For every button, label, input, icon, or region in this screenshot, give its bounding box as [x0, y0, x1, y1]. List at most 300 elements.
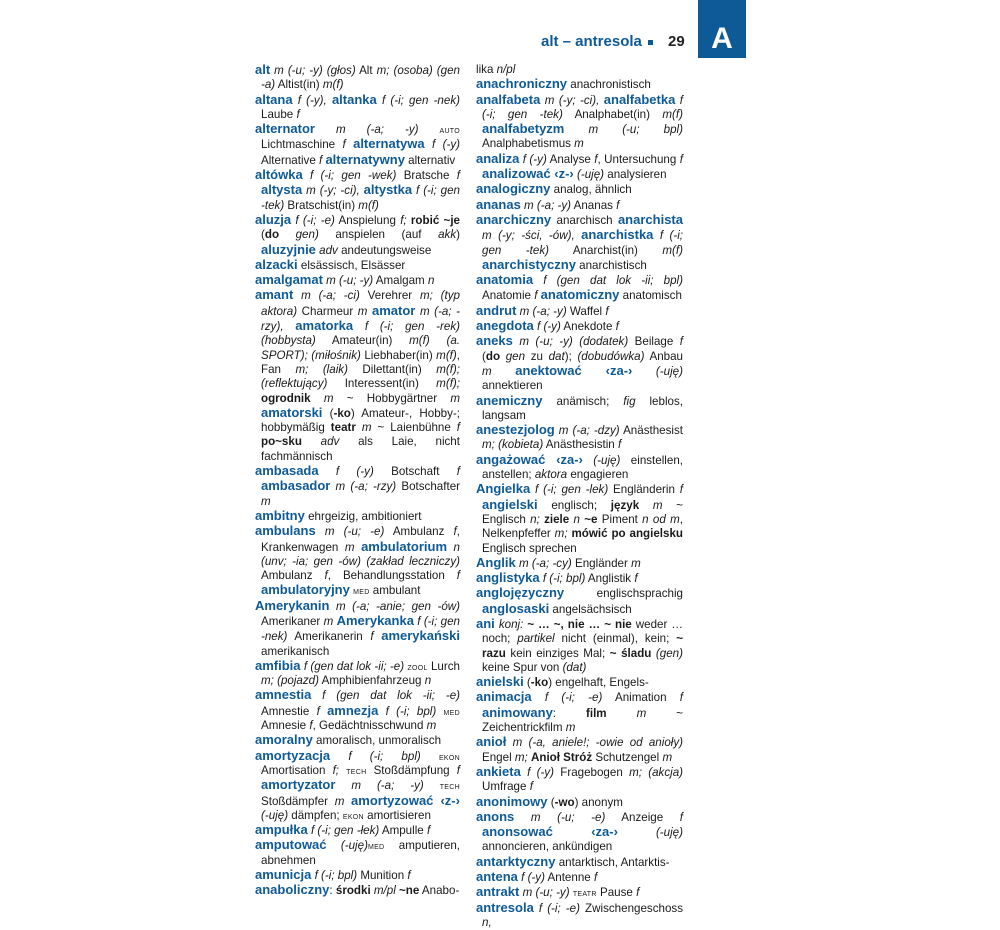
translation: , Fan: [261, 348, 460, 376]
headword: ankieta: [476, 763, 521, 779]
dictionary-entry: [255, 524, 460, 598]
grammar-note: f: [593, 871, 598, 885]
grammar-note: f (-i; -e): [531, 691, 603, 705]
headword: anglojęzyczny: [476, 585, 565, 601]
translation: annoncieren, ankündigen: [482, 840, 613, 854]
grammar-note: f (-i; gen -tek): [261, 184, 460, 212]
headword: anestezjolog: [476, 422, 555, 438]
grammar-note: m: [334, 794, 352, 808]
grammar-note: m(f): [662, 107, 683, 121]
grammar-note: (dat): [562, 660, 587, 674]
headword: antarktyczny: [476, 853, 556, 869]
headword: alt: [255, 62, 271, 77]
headword: aneks: [476, 333, 513, 349]
headword: andrut: [476, 302, 517, 318]
grammar-note: m; (osoba) (gen -a): [261, 64, 460, 92]
headword: anielski: [476, 674, 524, 690]
page-number: 29: [668, 33, 685, 50]
translation: Bratschist(in): [284, 198, 359, 212]
grammar-note: m: [323, 614, 337, 628]
grammar-note: m (-a; -dzy): [554, 424, 620, 438]
headword: analogiczny: [476, 181, 551, 197]
grammar-note: f: [296, 107, 300, 121]
domain-label: med: [443, 705, 460, 718]
grammar-note: f (gen dat lok -ii; -e): [300, 659, 408, 673]
grammar-note: m(f): [662, 243, 683, 257]
grammar-note: m (-u; -y) (dodatek): [512, 335, 629, 349]
headword: altana: [255, 91, 293, 107]
grammar-note: f (-y): [517, 871, 545, 885]
grammar-note: f (-i; gen -tek): [482, 93, 683, 121]
grammar-note: adv: [315, 243, 338, 257]
phrase: ~ … ~, nie … ~ nie: [527, 617, 632, 631]
domain-label: ekon: [342, 809, 364, 822]
grammar-note: f;: [400, 213, 411, 227]
grammar-note: m: [450, 391, 460, 405]
grammar-note: n: [569, 512, 580, 526]
translation: anarchistisch: [575, 258, 647, 272]
grammar-note: m (-a; -anie; gen -ów): [329, 599, 460, 613]
grammar-note: f: [370, 630, 382, 644]
domain-label: med: [353, 585, 370, 598]
translation: analog, ähnlich: [550, 183, 632, 197]
dictionary-entry: [476, 198, 683, 213]
translation: );: [564, 349, 578, 363]
grammar-note: f: [634, 572, 638, 586]
grammar-note: m; (laik): [295, 362, 348, 376]
dictionary-entry: [476, 482, 683, 555]
translation: dämpfen;: [288, 808, 343, 822]
translation: ): [456, 228, 460, 242]
domain-label: auto: [439, 124, 460, 137]
grammar-note: f: [616, 198, 620, 212]
headword: Amerykanin: [255, 597, 330, 613]
grammar-note: f (-i; bpl): [330, 749, 439, 763]
headword: amputować: [255, 837, 327, 853]
dictionary-entry: [476, 795, 683, 810]
headword: aluzyjnie: [261, 241, 316, 257]
translation: Laube: [261, 107, 297, 121]
grammar-note: f (-i; gen -nek): [261, 614, 461, 644]
dictionary-entry: [476, 735, 683, 765]
grammar-note: m: [631, 556, 641, 570]
headword: altysta: [261, 182, 303, 198]
dictionary-entry: [255, 122, 460, 168]
dictionary-entry: [476, 675, 683, 690]
translation: Anekdote: [560, 320, 616, 334]
translation: , Krankenwagen: [261, 525, 460, 554]
grammar-note: partikel: [517, 632, 555, 646]
translation: amerikanisch: [261, 644, 330, 658]
translation: Amnestie: [261, 704, 317, 718]
translation: lika: [476, 63, 497, 76]
phrase: -wo: [554, 795, 575, 809]
translation: Amortisation: [261, 763, 333, 777]
grammar-note: m(f) (a. SPORT); (miłośnik): [261, 334, 460, 362]
grammar-note: f: [605, 304, 609, 318]
grammar-note: m; (pojazd): [261, 674, 319, 688]
grammar-note: m(f);: [436, 377, 460, 391]
dictionary-entry: [255, 688, 460, 733]
translation: ~ Laienbühne: [371, 421, 457, 435]
phrase: -ko: [530, 676, 549, 690]
translation: Ambulanz: [261, 569, 325, 583]
translation: ) anonym: [574, 795, 623, 809]
translation: englisch;: [537, 498, 611, 512]
dictionary-entry: [255, 213, 460, 258]
translation: Ampulle: [379, 824, 427, 838]
phrase: ~e: [584, 512, 598, 526]
dictionary-entry: [255, 749, 460, 823]
grammar-note: n;: [530, 512, 545, 526]
grammar-note: f (-y): [533, 320, 561, 334]
translation: anarchisch: [551, 213, 618, 227]
translation: , Gedächtnisschwund: [312, 719, 427, 733]
headword: anonimowy: [476, 793, 548, 809]
headword: anons: [476, 808, 515, 824]
translation: Anglistik: [585, 572, 635, 586]
translation: Analphabet(in): [562, 107, 663, 121]
translation: Pause: [596, 886, 637, 900]
dictionary-entry: [476, 93, 683, 152]
grammar-note: f (-y): [519, 152, 547, 166]
translation: amputieren, abnehmen: [261, 839, 460, 867]
headword: altystka: [363, 182, 413, 198]
translation: (: [322, 406, 334, 420]
dictionary-entry: [255, 258, 460, 273]
grammar-note: gen: [500, 349, 526, 363]
headword: angażować ‹za-›: [476, 451, 583, 467]
translation: Stoßdämpfung: [366, 763, 457, 777]
grammar-note: n/pl: [496, 63, 516, 76]
translation: amoralisch, unmoralisch: [312, 734, 442, 748]
dictionary-entry: [255, 733, 460, 748]
translation: Anspielung: [334, 213, 401, 227]
headword: anonsować ‹za-›: [482, 824, 618, 840]
grammar-note: f (-y),: [292, 93, 332, 107]
phrase: Anioł Stróż: [530, 750, 593, 764]
headword: anglistyka: [476, 570, 540, 586]
grammar-note: f: [319, 153, 326, 167]
phrase: film: [585, 706, 607, 720]
dictionary-entry: [476, 152, 683, 183]
grammar-note: f: [324, 569, 328, 583]
dictionary-entry: [255, 168, 460, 213]
headword: analfabetka: [603, 91, 676, 107]
translation: Anatomie: [482, 289, 535, 303]
translation: Amphibienfahrzeug: [319, 674, 425, 688]
domain-label: med: [367, 840, 385, 853]
grammar-note: (-uję): [617, 826, 683, 840]
grammar-note: m (-a; -y): [314, 123, 440, 137]
grammar-note: m; (kobieta): [482, 438, 544, 452]
headword: Anglik: [476, 554, 516, 570]
translation: ~ Zeichentrickfilm: [482, 706, 683, 735]
grammar-note: m; (akcja): [629, 765, 684, 779]
headword: analizować ‹z-›: [482, 166, 574, 182]
grammar-note: m/pl: [370, 884, 396, 898]
grammar-note: m(f): [436, 348, 457, 362]
dictionary-entry: [476, 870, 683, 885]
headword: analfabeta: [476, 91, 541, 107]
grammar-note: f: [316, 704, 328, 718]
headword: anegdota: [476, 318, 534, 334]
grammar-note: (-uję): [582, 453, 621, 467]
grammar-note: f;: [332, 763, 347, 777]
phrase: ~ne: [399, 884, 420, 898]
translation: Zwischengeschoss: [579, 901, 683, 915]
dictionary-entry: [476, 213, 683, 273]
dictionary-entry: [255, 509, 460, 524]
dictionary-entry: [476, 765, 683, 795]
headword: analiza: [476, 150, 520, 166]
grammar-note: m: [574, 137, 584, 151]
translation: Fragebogen: [553, 765, 630, 779]
translation: Umfrage: [482, 780, 530, 794]
dictionary-entry: [476, 617, 683, 675]
phrase: teatr: [330, 421, 356, 435]
translation: Piment: [597, 512, 643, 526]
dictionary-entry: [476, 556, 683, 571]
translation: Ambulanz: [384, 525, 454, 539]
headword: antresola: [476, 899, 534, 915]
grammar-note: m;: [554, 527, 572, 541]
translation: Ananas: [571, 198, 617, 212]
headword: ambulatoryjny: [261, 582, 350, 598]
translation: ~ Hobbygärtner: [333, 391, 451, 405]
headword: Amerykanka: [336, 612, 414, 628]
headword: Angielka: [476, 481, 531, 497]
grammar-note: f (gen dat lok -ii; bpl): [533, 274, 683, 288]
translation: ) Amateur-, Hobby-; hobbymäßig: [261, 406, 460, 435]
translation: keine Spur von: [482, 660, 563, 674]
grammar-note: f (-i; gen -łek): [307, 824, 380, 838]
headword: anglosaski: [482, 600, 550, 616]
grammar-note: dat: [548, 349, 565, 363]
headword: ambasador: [261, 478, 331, 494]
grammar-note: n (unv; -ia; gen -ów) (zakład leczniczy): [261, 540, 460, 568]
grammar-note: m;: [514, 750, 531, 764]
translation: ) engelhaft, Engels-: [548, 676, 649, 690]
translation: Analyse: [546, 152, 595, 166]
headword: ambasada: [255, 463, 319, 479]
headword: ananas: [476, 196, 521, 212]
translation: ehrgeizig, ambitioniert: [304, 509, 422, 523]
translation: Botschafter: [396, 480, 461, 494]
domain-label: ekon: [438, 750, 460, 763]
dictionary-entry: [255, 273, 460, 288]
headword: alternator: [255, 121, 315, 137]
grammar-note: f: [456, 421, 461, 435]
grammar-note: m (-u; bpl): [564, 123, 683, 137]
translation: elsässisch, Elsässer: [297, 258, 406, 272]
grammar-note: adv: [301, 435, 340, 449]
translation: Englisch sprechen: [482, 541, 577, 555]
translation: anachronistisch: [567, 78, 651, 92]
translation: engagieren: [567, 468, 629, 482]
translation: ~ Englisch: [482, 498, 683, 526]
phrase: ~ śladu: [609, 646, 652, 660]
translation: , Behandlungsstation: [327, 569, 457, 583]
headword: amunicja: [255, 867, 312, 883]
translation: Anabo-: [419, 884, 460, 898]
headword: amatorka: [295, 318, 354, 334]
translation: anatomisch: [619, 289, 682, 303]
grammar-note: f (-y): [318, 465, 374, 479]
grammar-note: f: [456, 465, 460, 479]
headword: amoralny: [255, 732, 313, 748]
domain-label: tech: [439, 780, 460, 793]
translation: (: [482, 349, 486, 363]
grammar-note: f (-i; gen -tek): [482, 229, 684, 257]
translation: (: [523, 676, 531, 690]
translation: Alt: [355, 64, 377, 77]
translation: Altist(in): [275, 78, 323, 92]
grammar-note: m: [357, 304, 373, 318]
grammar-note: f (-i; -e): [533, 901, 580, 915]
grammar-note: m; (typ aktora): [261, 289, 460, 318]
grammar-note: m: [261, 494, 271, 508]
translation: (: [547, 795, 555, 809]
running-head: alt – antresola: [541, 33, 642, 50]
headword: anarchistka: [581, 227, 654, 243]
headword: anatomiczny: [540, 287, 620, 303]
grammar-note: m (-u; -e): [514, 810, 606, 824]
grammar-note: (-uję): [632, 364, 683, 378]
translation: Anästhesistin: [543, 438, 618, 452]
translation: Antenne: [544, 871, 594, 885]
grammar-note: m (-u; -e): [315, 525, 385, 539]
grammar-note: f (-i; bpl): [311, 869, 358, 883]
grammar-note: f: [534, 289, 541, 303]
grammar-note: (-uję): [261, 808, 289, 822]
grammar-note: f (-y): [520, 765, 554, 779]
grammar-note: m (-a; -ci): [293, 289, 360, 303]
headword: anachroniczny: [476, 76, 568, 92]
dictionary-entry: [255, 823, 460, 838]
translation: Dilettant(in): [347, 362, 437, 376]
grammar-note: m(f): [322, 78, 344, 92]
translation: :: [552, 706, 586, 720]
phrase: środki: [335, 884, 371, 898]
phrase: do: [485, 349, 501, 363]
grammar-note: aktora: [534, 468, 568, 482]
translation: , Nelkenpfeffer: [482, 512, 683, 541]
grammar-note: akk: [438, 228, 457, 242]
grammar-note: m: [426, 719, 437, 733]
dictionary-entry: [476, 182, 683, 197]
headword: amalgamat: [255, 272, 323, 288]
translation: antarktisch, Antarktis-: [555, 855, 670, 869]
grammar-note: konj:: [494, 617, 524, 631]
headword: analfabetyzm: [482, 121, 565, 137]
translation: zu: [525, 349, 549, 363]
headword: amfibia: [255, 657, 301, 673]
translation: angelsächsisch: [549, 602, 632, 616]
phrase: do: [264, 228, 280, 242]
grammar-note: f: [342, 138, 354, 152]
grammar-note: m: [310, 391, 334, 405]
headword: altanka: [331, 91, 377, 107]
dictionary-entry: [255, 464, 460, 509]
phrase: po~sku: [261, 435, 302, 449]
phrase: ziele: [544, 512, 570, 526]
grammar-note: f: [679, 810, 683, 824]
translation: Analphabetismus: [482, 137, 575, 151]
grammar-note: f: [456, 763, 461, 777]
headword: ambitny: [255, 507, 305, 523]
translation: englischsprachig: [564, 587, 683, 601]
headword: amortyzacja: [255, 747, 331, 763]
grammar-note: n od m: [642, 512, 680, 526]
translation: Interessent(in): [327, 377, 437, 391]
page-header: [470, 32, 686, 52]
translation: Amalgam: [373, 274, 428, 288]
translation: kein einziges Mal;: [505, 646, 610, 660]
translation: Lichtmaschine: [261, 138, 343, 152]
translation: ambulant: [369, 584, 421, 598]
grammar-note: (-uję): [326, 839, 368, 853]
dictionary-entry: [476, 304, 683, 319]
dictionary-entry: [476, 394, 683, 424]
translation: leblos, langsam: [482, 394, 683, 422]
translation: weder … noch;: [482, 617, 683, 646]
grammar-note: f: [594, 152, 598, 166]
translation: Schutzengel: [592, 750, 663, 764]
grammar-note: f: [617, 438, 622, 452]
header-square-marker: [648, 40, 653, 45]
translation: (: [261, 228, 265, 242]
dictionary-entry: [255, 599, 460, 659]
translation: , Untersuchung: [597, 152, 680, 166]
translation: Verehrer: [359, 289, 420, 303]
phrase: mówić po angielsku: [571, 527, 683, 541]
translation: einstellen, anstellen;: [482, 453, 683, 482]
phrase: -ko: [333, 406, 351, 420]
grammar-note: m (-a; -y): [520, 198, 572, 212]
headword: antena: [476, 869, 518, 885]
grammar-note: f (-i; gen -wek): [302, 169, 397, 183]
dictionary-entry: [255, 63, 460, 93]
phrase: ~ razu: [482, 632, 683, 660]
translation: Bratsche: [396, 169, 457, 183]
headword: angielski: [482, 496, 538, 512]
translation: Engländerin: [608, 483, 680, 497]
headword: amnezja: [327, 702, 379, 718]
grammar-note: f: [453, 525, 457, 539]
headword: anemiczny: [476, 392, 543, 408]
grammar-note: f (-i; bpl): [539, 572, 586, 586]
translation: Stoßdämpfer: [261, 794, 335, 808]
grammar-note: f (-i; gen -lek): [530, 483, 609, 497]
dictionary-entry: [476, 63, 683, 77]
translation: Lurch: [427, 659, 460, 673]
headword: ani: [476, 615, 495, 631]
translation: Alternative: [261, 153, 319, 167]
grammar-note: fig: [623, 394, 636, 408]
grammar-note: m (-y; -ci),: [302, 184, 364, 198]
grammar-note: f: [679, 152, 683, 166]
grammar-note: m (-u; -y) (głos): [270, 64, 356, 77]
grammar-note: m (-y; -ci),: [540, 93, 604, 107]
translation: Amerikaner: [261, 614, 324, 628]
grammar-note: (dobudówka): [577, 349, 645, 363]
phrase: robić ~je: [410, 213, 460, 227]
headword: ambulatorium: [361, 538, 448, 554]
grammar-note: f: [309, 719, 313, 733]
headword: amortyzator: [261, 777, 336, 793]
headword: amatorski: [261, 404, 323, 420]
